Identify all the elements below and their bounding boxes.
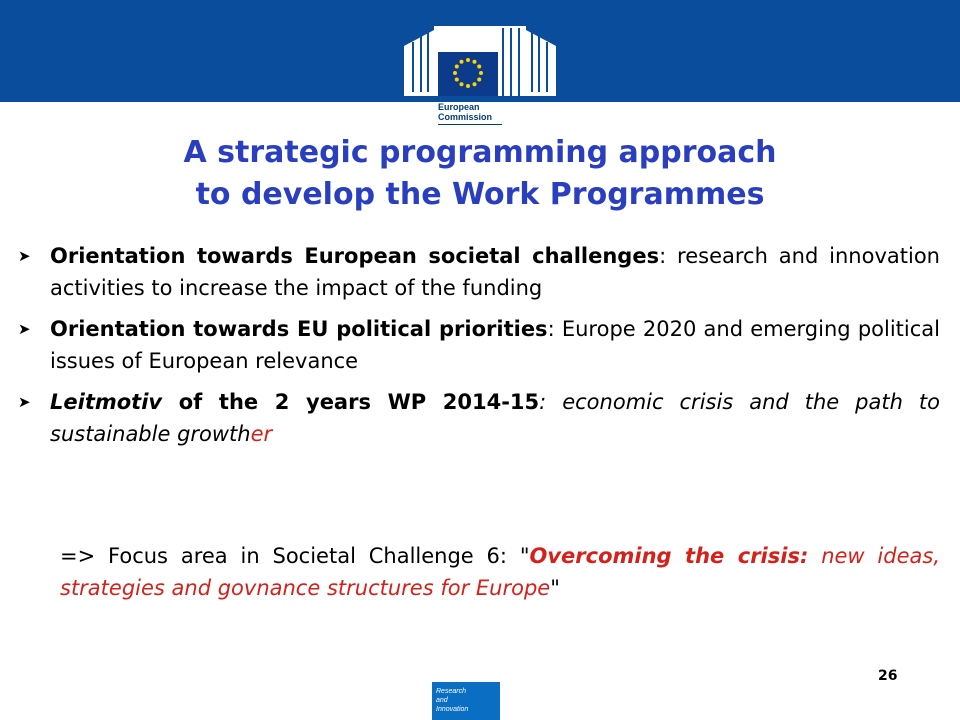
title-line-1: A strategic programming approach <box>183 135 777 170</box>
logo-line-1: European <box>438 102 480 112</box>
badge-line-3: Innovation <box>436 706 469 713</box>
bullet-heading: Orientation towards EU political priorities <box>50 317 548 341</box>
focus-area-statement <box>60 540 940 604</box>
badge-line-2: and <box>436 697 448 704</box>
title-line-2: to develop the Work Programmes <box>195 177 765 212</box>
focus-quote-rest: new ideas, strategies and govnance structures for Europe <box>60 544 941 600</box>
arrow-bullet-icon: ➤ <box>18 393 31 411</box>
badge-line-1: Research <box>436 688 466 695</box>
logo-wordmark <box>438 102 518 122</box>
bullet-text-red: er <box>250 422 273 446</box>
logo-line-2: Commission <box>438 112 493 122</box>
focus-prefix: => Focus area in Societal Challenge 6: " <box>60 544 530 568</box>
arrow-bullet-icon: ➤ <box>18 247 31 265</box>
bullet-item-leitmotiv <box>18 386 940 450</box>
arrow-bullet-icon: ➤ <box>18 320 31 338</box>
page-number: 26 <box>878 668 898 684</box>
focus-suffix: " <box>550 576 560 600</box>
bullet-heading-italic: Leitmotiv <box>50 390 163 414</box>
bullet-text: : economic crisis and the path to sustainable growth <box>50 390 940 446</box>
slide-title <box>60 132 900 216</box>
bullet-text: : research and innovation activities to increase the impact of the funding <box>50 244 940 300</box>
logo-divider <box>438 124 502 125</box>
bullet-heading: Orientation towards European societal challenges <box>50 244 660 268</box>
bullet-item-political-priorities <box>18 313 940 377</box>
focus-quote-bold: Overcoming the crisis: <box>529 544 809 568</box>
bullet-item-societal-challenges <box>18 240 940 304</box>
bullet-heading: of the 2 years WP 2014-15 <box>162 390 540 414</box>
bullet-text: : Europe 2020 and emerging political issues of European relevance <box>50 317 940 373</box>
bullet-list <box>18 240 940 459</box>
research-innovation-badge <box>432 682 500 720</box>
